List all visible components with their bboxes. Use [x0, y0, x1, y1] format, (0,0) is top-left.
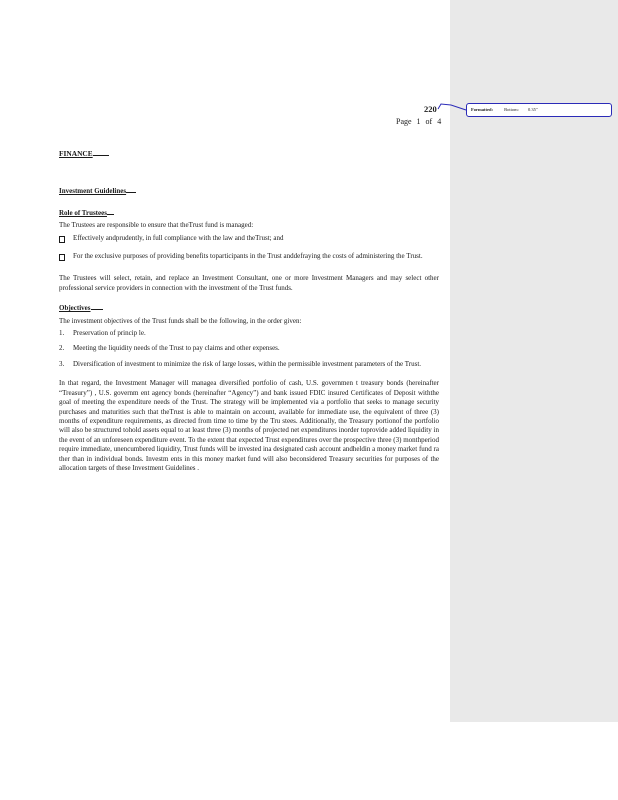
comment-label: Formatted:: [471, 107, 493, 112]
role-bullet-2: For the exclusive purposes of providing benefits toparticipants in the Trust anddefraying the costs of administering the Trust.: [59, 252, 439, 264]
investment-guidelines-heading: Investment Guidelines: [59, 185, 439, 196]
comment-value: 0.35": [528, 107, 538, 112]
trustees-paragraph: The Trustees will select, retain, and replace an Investment Consultant, one or more Investment Managers and may select other professional service providers in connection with the investment of the Trust funds.: [59, 274, 439, 292]
regard-paragraph: In that regard, the Investment Manager will managea diversified portfolio of cash, U.S. governmen t treasury bonds (hereinafter “Treasury”) , U.S. governm ent agency bonds (hereinafter “Agency”) and bank issued FDIC insured Certificates of Deposit withthe goal of meeting the expenditure needs of the Trust. The strategy will be implemented via a portfolio that seeks to manage security purchases and maturities such that theTrust is able to maintain on account, available for immediate use, the equivalent of three (3) months of expenditure requirements, as directed from time to time by the Tru stees. Additionally, the Treasury portionof the portfolio will also be structured tohold assets equal to at least three (3) months of projected net expenditures inorder toprovide added liquidity in the event of an unforeseen expenditure event. To the extent that expected Trust expenditures over the prospective three (3) monthperiod require immediate, unencumbered liquidity, Trust funds will be invested ina designated cash account andheldin a money market fund ra ther than in individual bonds. Investm ents in this money market fund will also beconsidered Treasury securities for purposes of the allocation targets of these Investment Guidelines .: [59, 379, 439, 472]
objective-item-2: 2. Meeting the liquidity needs of the Trust to pay claims and other expenses.: [59, 344, 280, 353]
role-bullet-1: Effectively andprudently, in full compliance with the law and theTrust; and: [59, 234, 439, 246]
format-comment-balloon[interactable]: [466, 103, 612, 117]
objectives-intro: The investment objectives of the Trust funds shall be the following, in the order given:: [59, 316, 302, 325]
header-number: 220: [424, 104, 437, 114]
role-heading: Role of Trustees: [59, 207, 439, 218]
page-indicator: Page 1 of 4: [396, 117, 442, 126]
bullet-icon: [59, 254, 65, 261]
role-intro: The Trustees are responsible to ensure that theTrust fund is managed:: [59, 221, 254, 230]
comment-field: Bottom:: [504, 107, 519, 112]
objectives-heading: Objectives: [59, 302, 439, 313]
document-body: [59, 148, 439, 473]
objective-item-3: 3. Diversification of investment to minimize the risk of large losses, within the permissible investment parameters of the Trust.: [59, 359, 422, 368]
objective-item-1: 1. Preservation of princip le.: [59, 329, 146, 338]
finance-heading: FINANCE: [59, 148, 439, 158]
bullet-icon: [59, 236, 65, 243]
